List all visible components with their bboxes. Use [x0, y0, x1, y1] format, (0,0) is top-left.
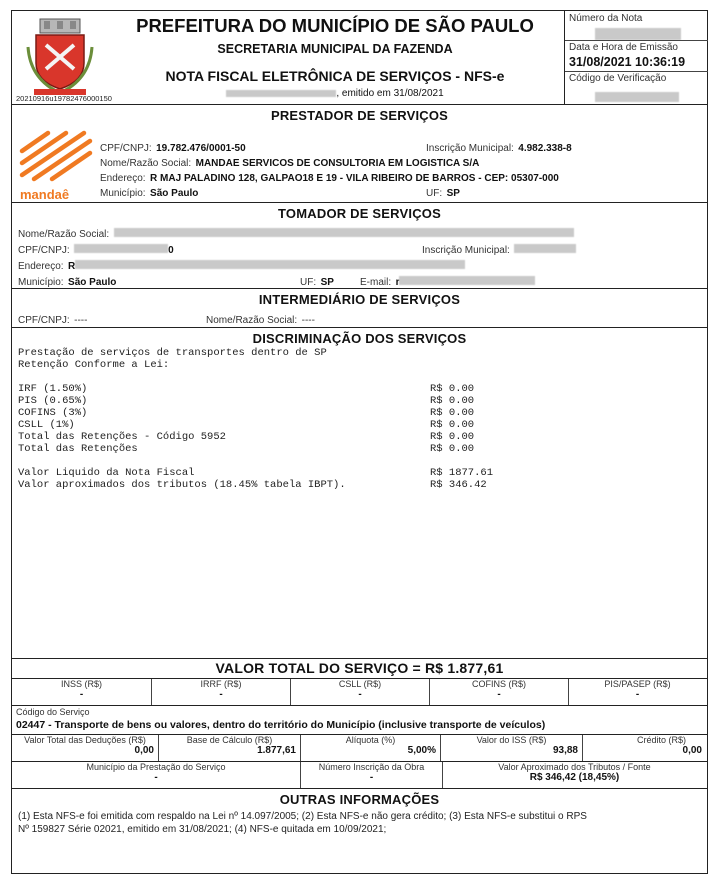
retencao-item: CSLL (1%)	[18, 419, 75, 431]
retencao-cell-value: -	[358, 689, 362, 700]
retencao-item-value: R$ 0.00	[430, 395, 475, 407]
mandae-logo-text: mandaê	[20, 187, 70, 202]
retencao-item: Total das Retenções	[18, 443, 138, 455]
prestador-inscricao-label: Inscrição Municipal:	[426, 143, 514, 154]
nfse-document	[11, 10, 708, 874]
tomador-endereco-prefix: R	[68, 261, 76, 272]
retencao-item-value: R$ 0.00	[430, 431, 475, 443]
retencao-item: IRF (1.50%)	[18, 383, 88, 395]
registration-code: 20210916u19782476000150	[16, 94, 112, 103]
liquido-label: Valor Liquido da Nota Fiscal	[18, 467, 195, 479]
prestador-endereco-label: Endereço:	[100, 173, 146, 184]
codigo-servico-label: Código do Serviço	[16, 707, 90, 717]
coat-of-arms-icon	[26, 17, 94, 97]
prestador-inscricao-value: 4.982.338-8	[518, 143, 572, 154]
numero-nota-label: Número da Nota	[569, 13, 643, 24]
retencao-cell-label: CSLL (R$)	[338, 679, 382, 689]
inscricao-obra-value: -	[369, 772, 374, 783]
rps-date: , emitido em 31/08/2021	[336, 88, 444, 99]
data-hora-label: Data e Hora de Emissão	[569, 42, 678, 53]
note-info-box	[564, 11, 708, 104]
valor-cell-label: Crédito (R$)	[636, 735, 686, 745]
liquido-value: R$ 1877.61	[430, 467, 494, 479]
intermediario-cnpj-value: ----	[74, 315, 88, 326]
prestador-title: PRESTADOR DE SERVIÇOS	[270, 108, 449, 123]
inscricao-obra-label: Número Inscrição da Obra	[318, 762, 425, 772]
retencao-cell-label: INSS (R$)	[60, 679, 102, 689]
municipio-prestacao-label: Município da Prestação do Serviço	[86, 762, 226, 772]
retencao-cell-value: -	[635, 689, 640, 700]
valor-cell-label: Valor Total das Deduções (R$)	[24, 735, 146, 745]
outras-title: OUTRAS INFORMAÇÕES	[279, 792, 440, 807]
tomador-uf-value: SP	[320, 277, 334, 288]
retencao-item-value: R$ 0.00	[430, 443, 475, 455]
aprox-tributos-label: Valor Aproximado dos Tributos / Fonte	[498, 762, 651, 772]
valor-cell	[441, 735, 583, 761]
valor-cell	[12, 735, 159, 761]
valor-cell-value: 1.877,61	[257, 745, 296, 756]
tomador-cnpj-label: CPF/CNPJ:	[18, 245, 70, 256]
tomador-cnpj-redacted	[74, 244, 168, 253]
outras-section	[12, 789, 707, 873]
retencao-cell	[430, 679, 569, 705]
codigo-servico-row	[12, 706, 707, 734]
tomador-razao-label: Nome/Razão Social:	[18, 229, 110, 240]
prestador-municipio-value: São Paulo	[150, 188, 199, 199]
retencao-cell	[152, 679, 291, 705]
aprox-tributos-value: R$ 346,42 (18,45%)	[529, 772, 620, 783]
prestador-razao-label: Nome/Razão Social:	[100, 158, 192, 169]
valor-cell	[159, 735, 301, 761]
valor-total-row	[12, 659, 707, 678]
prestador-cnpj-value: 19.782.476/0001-50	[156, 143, 246, 154]
valor-cell-value: 0,00	[682, 745, 702, 756]
tomador-razao-redacted	[114, 228, 574, 237]
prestador-razao-value: MANDAE SERVICOS DE CONSULTORIA EM LOGISTICA S/A	[195, 158, 480, 169]
valor-cell-label: Base de Cálculo (R$)	[186, 735, 273, 745]
retencao-item-value: R$ 0.00	[430, 419, 475, 431]
discriminacao-section	[12, 328, 707, 658]
retencao-cell	[291, 679, 430, 705]
data-hora-value: 31/08/2021 10:36:19	[569, 55, 686, 69]
retencao-cell-label: COFINS (R$)	[472, 679, 526, 689]
intermediario-title: INTERMEDIÁRIO DE SERVIÇOS	[258, 292, 461, 307]
discriminacao-title: DISCRIMINAÇÃO DOS SERVIÇOS	[252, 331, 467, 346]
prestador-uf-value: SP	[446, 188, 460, 199]
retencao-cell-value: -	[497, 689, 501, 700]
valor-cell-value: 0,00	[134, 745, 154, 756]
tributos-value: R$ 346.42	[430, 479, 487, 491]
tomador-inscricao-redacted	[514, 244, 576, 253]
tomador-email-redacted	[399, 276, 535, 285]
retencao-cell	[569, 679, 706, 705]
prestador-municipio-label: Município:	[100, 188, 146, 199]
outras-line-2: Nº 159827 Série 02021, emitido em 31/08/2021; (4) NFS-e quitada em 10/09/2021;	[18, 824, 387, 835]
prestacao-row	[12, 762, 707, 788]
tomador-cnpj-suffix: 0	[168, 245, 174, 256]
tomador-inscricao-label: Inscrição Municipal:	[422, 245, 510, 256]
prestador-section	[12, 105, 707, 202]
retencao-cell-value: -	[79, 689, 84, 700]
tomador-uf-label: UF:	[300, 277, 317, 288]
retencao-item-value: R$ 0.00	[430, 407, 475, 419]
header	[12, 11, 707, 104]
intermediario-razao-label: Nome/Razão Social:	[206, 315, 298, 326]
intermediario-razao-value: ----	[301, 315, 315, 326]
tomador-section	[12, 203, 707, 288]
doc-type: NOTA FISCAL ELETRÔNICA DE SERVIÇOS - NFS-e	[165, 68, 505, 84]
aprox-tributos-cell	[443, 762, 706, 788]
codigo-verificacao-label: Código de Verificação	[569, 73, 667, 84]
municipio-prestacao-cell	[12, 762, 301, 788]
retencoes-row	[12, 679, 707, 705]
retencao-cell-label: IRRF (R$)	[200, 679, 242, 689]
tomador-title: TOMADOR DE SERVIÇOS	[278, 206, 441, 221]
prestador-cnpj-label: CPF/CNPJ:	[100, 143, 152, 154]
page-subtitle: SECRETARIA MUNICIPAL DA FAZENDA	[217, 42, 453, 56]
tomador-email-prefix: r	[395, 277, 400, 288]
retencao-cell-value: -	[219, 689, 223, 700]
rps-line	[108, 88, 562, 99]
valor-cell-label: Alíquota (%)	[345, 735, 396, 745]
codigo-servico-value: 02447 - Transporte de bens ou valores, dentro do território do Município (inclusive transporte de veículos)	[16, 719, 546, 731]
tributos-label: Valor aproximados dos tributos (18.45% tabela IBPT).	[18, 479, 346, 491]
prestador-endereco-value: R MAJ PALADINO 128, GALPAO18 E 19 - VILA RIBEIRO DE BARROS - CEP: 05307-000	[150, 173, 559, 184]
prestador-uf-label: UF:	[426, 188, 443, 199]
intermediario-cnpj-label: CPF/CNPJ:	[18, 315, 70, 326]
tomador-endereco-label: Endereço:	[18, 261, 64, 272]
retencao-item: COFINS (3%)	[18, 407, 88, 419]
tomador-endereco-redacted	[75, 260, 465, 269]
tomador-municipio-label: Município:	[18, 277, 64, 288]
retencao-item: Total das Retenções - Código 5952	[18, 431, 226, 443]
valores-row	[12, 735, 707, 761]
valor-cell	[301, 735, 441, 761]
valor-cell-value: 93,88	[552, 745, 578, 756]
tomador-municipio-value: São Paulo	[68, 277, 117, 288]
valor-cell-value: 5,00%	[407, 745, 436, 756]
tomador-email-label: E-mail:	[360, 277, 392, 288]
valor-total: VALOR TOTAL DO SERVIÇO = R$ 1.877,61	[215, 660, 504, 676]
retencao-cell	[12, 679, 152, 705]
municipio-prestacao-value: -	[154, 772, 158, 783]
page-title: PREFEITURA DO MUNICÍPIO DE SÃO PAULO	[136, 15, 534, 36]
retencao-item-value: R$ 0.00	[430, 383, 475, 395]
retencao-item: PIS (0.65%)	[18, 395, 88, 407]
discriminacao-line-1: Prestação de serviços de transportes dentro de SP	[18, 347, 327, 359]
intermediario-section	[12, 289, 707, 327]
valor-cell-label: Valor do ISS (R$)	[476, 735, 547, 745]
redacted-rps	[226, 90, 336, 97]
inscricao-obra-cell	[301, 762, 443, 788]
valor-cell	[583, 735, 706, 761]
retencao-cell-label: PIS/PASEP (R$)	[604, 679, 671, 689]
discriminacao-line-2: Retenção Conforme a Lei:	[18, 359, 170, 371]
outras-line-1: (1) Esta NFS-e foi emitida com respaldo na Lei nº 14.097/2005; (2) Esta NFS-e não gera crédito; (3) Esta NFS-e substitui o RPS	[18, 811, 587, 822]
